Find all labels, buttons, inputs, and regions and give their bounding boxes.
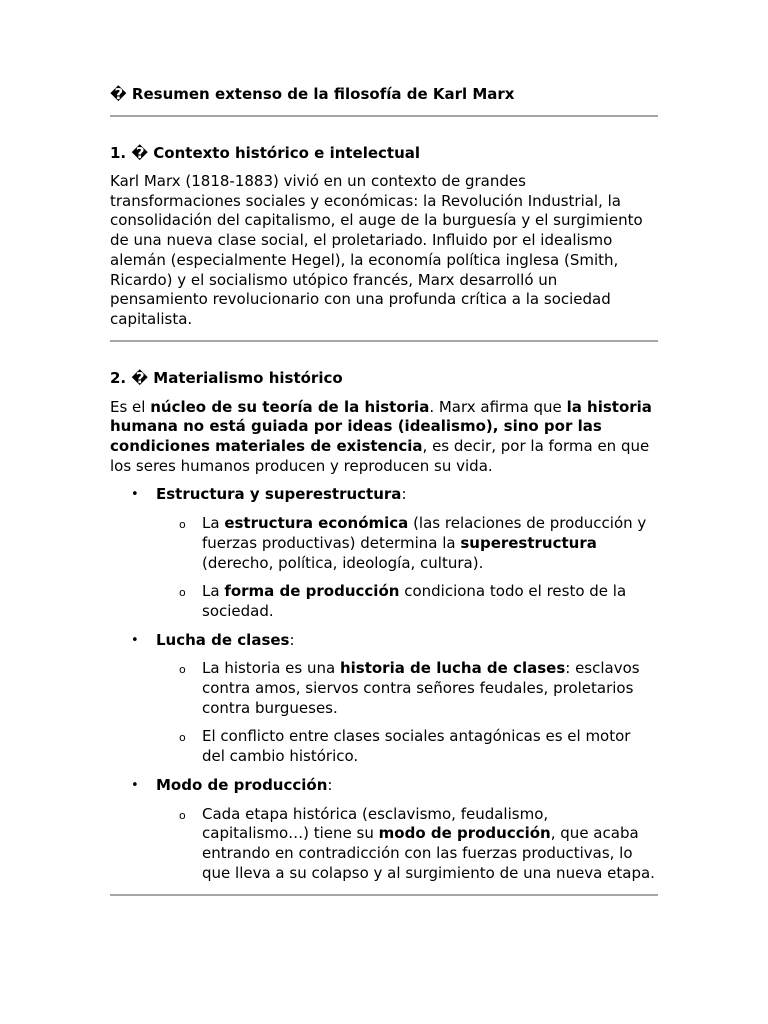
section-heading-materialism: 2. � Materialismo histórico [110,368,343,387]
list-item-suffix: : [401,485,407,504]
list-item-label: Lucha de clases [156,630,290,649]
sub-list-item [156,582,658,621]
circle-bullet-icon: o [179,808,186,822]
text-run: condiciona todo el resto de la sociedad. [202,582,627,620]
circle-bullet-icon: o [179,586,186,600]
sub-list-item [156,659,658,718]
bold-text-run: la historia humana no está guiada por ideas (idealismo), sino por las condiciones materiales de existencia [110,397,652,456]
circle-bullet-icon: o [179,518,186,532]
section-heading-context: 1. � Contexto histórico e intelectual [110,144,421,162]
bold-text-run: núcleo de su teoría de la historia [150,397,430,416]
list-item [110,485,658,621]
bold-text-run: superestructura [460,533,597,552]
text-run: Es el [110,397,151,416]
text-run: Cada etapa histórica (esclavismo, feudalismo, capitalismo…) tiene su [202,804,549,843]
sub-list-item [156,727,658,766]
bullet-icon: • [131,777,139,793]
section-divider [110,340,658,342]
circle-bullet-icon: o [179,663,186,677]
text-run: La [202,582,225,601]
document-title: � Resumen extenso de la filosofía de Karl Marx [110,85,515,103]
text-run: . Marx afirma que [429,397,567,416]
circle-bullet-icon: o [179,731,186,745]
text-run: La historia es una [202,659,340,678]
section-divider [110,894,658,896]
list-item-label: Estructura y superestructura [156,485,402,504]
text-run: (derecho, política, ideología, cultura). [202,553,484,572]
text-run: La [202,514,225,533]
sub-list [156,805,658,884]
bold-text-run: historia de lucha de clases [339,659,566,678]
text-run: , que acaba entrando en contradicción con las fuerzas productivas, lo que lleva a su colapso y al surgimiento de una nueva etapa. [202,824,655,882]
section-paragraph-materialism [110,398,658,477]
bold-text-run: estructura económica [224,514,409,533]
text-run: , es decir, por la forma en que los seres humanos producen y reproducen su vida. [110,437,650,475]
sub-list-item [156,514,658,573]
bold-text-run: forma de producción [224,582,400,601]
list-item-suffix: : [289,630,295,649]
text-run: : esclavos contra amos, siervos contra señores feudales, proletarios contra burgueses. [202,659,640,717]
bullet-icon: • [131,487,139,503]
text-run: El conflicto entre clases sociales antagónicas es el motor del cambio histórico. [202,727,631,766]
bold-text-run: modo de producción [378,824,551,843]
bullet-list [110,485,658,883]
sub-list [156,659,658,767]
sub-list-item [156,805,658,884]
section-paragraph-context: Karl Marx (1818-1883) vivió en un contexto de grandes transformaciones sociales y económicas: la Revolución Industrial, la consolidación del capitalismo, el auge de la burguesía y el surgimiento de una nueva clase social, el proletariado. Influido por el idealismo alemán (especialmente Hegel), la economía política inglesa (Smith, Ricardo) y el socialismo utópico francés, Marx desarrolló un pensamiento revolucionario con una profunda crítica a la sociedad capitalista. [110,172,643,328]
list-item [110,631,658,767]
list-item-label: Modo de producción [156,775,328,794]
document-content [110,84,658,896]
list-item-suffix: : [327,775,333,794]
text-run: (las relaciones de producción y fuerzas productivas) determina la [202,514,647,552]
section-divider [110,115,658,117]
sub-list [156,514,658,622]
list-item [110,776,658,884]
bullet-icon: • [131,632,139,648]
